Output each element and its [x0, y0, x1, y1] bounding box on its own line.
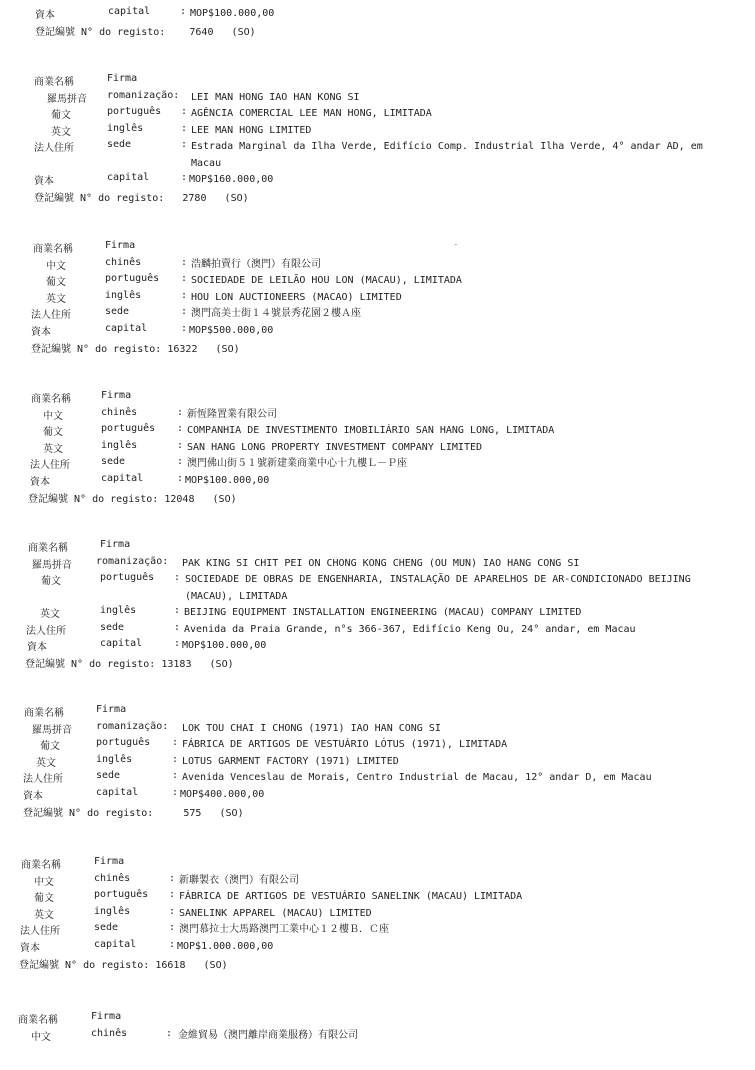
portugues-label-zh: 葡文: [51, 110, 71, 122]
colon: :: [181, 139, 188, 151]
capital-row: [24, 787, 755, 804]
registo-row: [21, 956, 755, 973]
capital-label-pt: capital: [101, 472, 144, 484]
colon: :: [181, 306, 188, 318]
chines-row: [33, 257, 755, 274]
sede-label-zh: 法人住所: [23, 774, 63, 786]
registo-label-zh: 登記編號: [25, 658, 65, 670]
capital-value: MOP$400.000,00: [180, 788, 265, 800]
colon: :: [169, 872, 176, 884]
romanizacao-label-pt: romanização:: [107, 89, 180, 101]
ingles-row: [33, 290, 755, 307]
sede-value: Avenida Venceslau de Morais, Centro Industrial de Macau, 12° andar D, em Macau: [182, 772, 652, 784]
sede-label-zh: 法人住所: [34, 143, 74, 155]
capital-row: [21, 939, 755, 956]
colon: :: [181, 256, 188, 268]
chines-label-zh: 中文: [34, 876, 54, 888]
portugues-value: SOCIEDADE DE OBRAS DE ENGENHARIA, INSTALAÇÃO DE APARELHOS DE AR-CONDICIONADO BEIJING (MACAU), LIMITADA: [185, 574, 691, 602]
registo-number: 2780: [182, 192, 207, 204]
ingles-value: HOU LON AUCTIONEERS (MACAO) LIMITED: [191, 291, 402, 303]
firma-label-zh: 商業名稱: [18, 1015, 58, 1026]
ingles-value: LEE MAN HONG LIMITED: [191, 124, 312, 136]
firma-row: [28, 539, 755, 556]
chines-label-pt: chinês: [94, 872, 131, 884]
firma-label-pt: Firma: [101, 390, 132, 401]
so-label: (SO): [212, 493, 237, 505]
portugues-value: FÁBRICA DE ARTIGOS DE VESTUÁRIO LÓTUS (1971), LIMITADA: [182, 739, 508, 751]
firma-label-pt: Firma: [91, 1011, 122, 1022]
portugues-value: AGÊNCIA COMERCIAL LEE MAN HONG, LIMITADA: [191, 108, 432, 120]
portugues-label-zh: 葡文: [34, 893, 54, 905]
colon: :: [181, 322, 188, 334]
registo-row: [24, 804, 755, 821]
registo-number: 16322: [167, 343, 198, 355]
capital-label-zh: 資本: [34, 176, 54, 188]
so-label: (SO): [219, 807, 244, 819]
ingles-row: [28, 605, 755, 622]
sede-label-pt: sede: [107, 139, 132, 151]
company-entry: [18, 1011, 755, 1044]
registo-label-pt: N° do registo:: [80, 192, 165, 204]
sede-value: 澳門佛山街５１號新建業商業中心十九樓Ｌ－Ｐ座: [187, 458, 407, 470]
romanizacao-label-zh: 羅馬拼音: [47, 93, 87, 105]
so-label: (SO): [231, 26, 256, 38]
capital-label-pt: capital: [96, 786, 139, 798]
firma-row: [34, 73, 755, 90]
colon: :: [181, 172, 188, 184]
capital-row: [34, 172, 755, 189]
portugues-label-pt: português: [96, 737, 151, 749]
company-entry: [24, 704, 755, 820]
registo-row: [35, 23, 755, 40]
registo-label-pt: N° do registo:: [71, 658, 156, 670]
firma-row: [33, 240, 755, 257]
colon: :: [174, 638, 181, 650]
romanizacao-value: LOK TOU CHAI I CHONG (1971) IAO HAN CONG SI: [182, 722, 441, 734]
colon: :: [174, 605, 181, 617]
colon: :: [169, 889, 176, 901]
chines-label-zh: 中文: [31, 1031, 51, 1043]
registo-label-pt: N° do registo:: [74, 493, 159, 505]
firma-label-zh: 商業名稱: [24, 708, 64, 719]
registo-label-pt: N° do registo:: [65, 959, 150, 971]
registo-label-pt: N° do registo:: [81, 26, 166, 38]
firma-row: [24, 704, 755, 721]
ingles-value: SANELINK APPAREL (MACAU) LIMITED: [179, 907, 372, 919]
colon: :: [181, 289, 188, 301]
chines-row: [31, 407, 755, 424]
sede-label-pt: sede: [105, 306, 130, 318]
romanizacao-row: [28, 556, 755, 573]
sede-row: [33, 306, 755, 323]
sede-row: [34, 139, 755, 172]
romanizacao-label-pt: romanização:: [96, 555, 169, 567]
chines-label-zh: 中文: [43, 410, 63, 422]
capital-value: MOP$500.000,00: [189, 324, 274, 336]
colon: :: [166, 1027, 173, 1039]
company-entry: [28, 390, 755, 506]
portugues-label-pt: português: [107, 106, 162, 118]
company-entry: [33, 240, 755, 356]
registo-row: [25, 655, 755, 672]
portugues-value: FÁBRICA DE ARTIGOS DE VESTUÁRIO SANELINK (MACAU) LIMITADA: [179, 891, 523, 903]
sede-label-zh: 法人住所: [30, 460, 70, 472]
capital-value: MOP$1.000.000,00: [177, 940, 274, 952]
colon: :: [181, 122, 188, 134]
registo-number: 12048: [164, 493, 195, 505]
firma-row: [18, 1011, 755, 1028]
registo-row: [34, 189, 755, 206]
sede-row: [28, 622, 755, 639]
portugues-label-pt: português: [100, 572, 155, 584]
colon: :: [177, 406, 184, 418]
chines-label-pt: chinês: [101, 406, 138, 418]
capital-label-zh: 資本: [27, 642, 47, 654]
chines-value: 金維貿易（澳門離岸商業服務）有限公司: [178, 1029, 358, 1041]
colon: :: [180, 6, 187, 17]
chines-label-pt: chinês: [91, 1027, 128, 1039]
capital-label-zh: 資本: [30, 476, 50, 488]
firma-label-zh: 商業名稱: [21, 860, 61, 871]
capital-label-pt: capital: [100, 638, 143, 650]
romanizacao-row: [24, 721, 755, 738]
capital-label-pt: capital: [105, 322, 148, 334]
portugues-value: COMPANHIA DE INVESTIMENTO IMOBILIÁRIO SAN HANG LONG, LIMITADA: [187, 425, 555, 437]
registo-row: [33, 340, 755, 357]
capital-value: MOP$160.000,00: [189, 174, 274, 186]
capital-value: MOP$100.000,00: [190, 8, 275, 19]
portugues-row: [21, 889, 755, 906]
portugues-row: [31, 423, 755, 440]
portugues-label-zh: 葡文: [40, 741, 60, 753]
so-label: (SO): [215, 343, 240, 355]
scan-speck: [454, 244, 457, 245]
ingles-label-pt: inglês: [101, 439, 138, 451]
ingles-label-pt: inglês: [105, 289, 142, 301]
portugues-row: [28, 572, 755, 605]
sede-row: [24, 770, 755, 787]
capital-label-pt: capital: [94, 938, 137, 950]
sede-label-pt: sede: [100, 621, 125, 633]
registo-label-zh: 登記編號: [31, 343, 71, 355]
registo-number: 16618: [155, 959, 186, 971]
so-label: (SO): [203, 959, 228, 971]
colon: :: [172, 753, 179, 765]
colon: :: [177, 456, 184, 468]
registo-label-zh: 登記編號: [34, 192, 74, 204]
registo-number: 575: [183, 807, 202, 819]
sede-value: Estrada Marginal da Ilha Verde, Edifício Comp. Industrial Ilha Verde, 4° andar AD, em Macau: [191, 141, 703, 169]
capital-label-pt: capital: [108, 6, 151, 17]
colon: :: [177, 439, 184, 451]
portugues-label-zh: 葡文: [46, 277, 66, 289]
capital-value: MOP$100.000,00: [185, 474, 270, 486]
romanizacao-value: LEI MAN HONG IAO HAN KONG SI: [191, 91, 360, 103]
sede-label-pt: sede: [96, 770, 121, 782]
colon: :: [181, 273, 188, 285]
ingles-label-zh: 英文: [34, 909, 54, 921]
capital-row: [31, 473, 755, 490]
sede-value: 澳門高美士街１４號景秀花園２樓Ａ座: [191, 308, 361, 320]
ingles-label-zh: 英文: [40, 609, 60, 621]
capital-label-pt: capital: [107, 172, 150, 184]
sede-label-zh: 法人住所: [20, 926, 60, 938]
chines-label-zh: 中文: [46, 260, 66, 272]
firma-label-pt: Firma: [96, 704, 127, 715]
company-entry: [25, 539, 755, 672]
portugues-label-pt: português: [94, 889, 149, 901]
colon: :: [177, 472, 184, 484]
colon: :: [174, 572, 181, 584]
chines-label-pt: chinês: [105, 256, 142, 268]
capital-row: [33, 323, 755, 340]
chines-row: [18, 1028, 755, 1045]
chines-value: 新恆隆置業有限公司: [187, 408, 277, 420]
firma-label-pt: Firma: [100, 539, 131, 550]
ingles-label-pt: inglês: [96, 753, 133, 765]
capital-label-zh: 資本: [31, 326, 51, 338]
sede-row: [21, 922, 755, 939]
firma-label-zh: 商業名稱: [31, 394, 71, 405]
registo-row: [28, 490, 755, 507]
capital-row: [28, 638, 755, 655]
colon: :: [169, 938, 176, 950]
registo-label-zh: 登記編號: [28, 493, 68, 505]
sede-label-pt: sede: [101, 456, 126, 468]
chines-value: 浩麟拍賣行（澳門）有限公司: [191, 258, 321, 270]
firma-label-zh: 商業名稱: [28, 543, 68, 554]
ingles-row: [24, 754, 755, 771]
firma-row: [21, 856, 755, 873]
ingles-label-pt: inglês: [94, 905, 131, 917]
colon: :: [169, 905, 176, 917]
ingles-label-zh: 英文: [51, 126, 71, 138]
firma-row: [31, 390, 755, 407]
firma-label-zh: 商業名稱: [34, 77, 74, 88]
romanizacao-label-zh: 羅馬拼音: [32, 724, 72, 736]
sede-value: 澳門慕拉士大馬路澳門工業中心１２樓Ｂ．Ｃ座: [179, 924, 389, 936]
sede-label-pt: sede: [94, 922, 119, 934]
registo-label-pt: N° do registo:: [77, 343, 162, 355]
sede-value: Avenida da Praia Grande, n°s 366-367, Edifício Keng Ou, 24° andar, em Macau: [184, 623, 636, 635]
company-entry: [21, 856, 755, 972]
registo-label-zh: 登記編號: [23, 807, 63, 819]
romanizacao-label-zh: 羅馬拼音: [32, 559, 72, 571]
colon: :: [172, 786, 179, 798]
portugues-label-pt: português: [105, 273, 160, 285]
capital-label-zh: 資本: [23, 790, 43, 802]
colon: :: [172, 770, 179, 782]
romanizacao-row: [34, 90, 755, 107]
so-label: (SO): [224, 192, 249, 204]
chines-row: [21, 873, 755, 890]
firma-label-pt: Firma: [107, 73, 138, 84]
registo-number: 7640: [189, 26, 214, 38]
sede-label-zh: 法人住所: [31, 310, 71, 322]
portugues-label-zh: 葡文: [43, 427, 63, 439]
registo-label-zh: 登記編號: [19, 959, 59, 971]
ingles-label-zh: 英文: [46, 293, 66, 305]
romanizacao-label-pt: romanização:: [96, 720, 169, 732]
ingles-label-pt: inglês: [100, 605, 137, 617]
portugues-row: [34, 106, 755, 123]
capital-value: MOP$100.000,00: [182, 640, 267, 652]
ingles-label-pt: inglês: [107, 122, 144, 134]
registo-number: 13183: [161, 658, 192, 670]
colon: :: [177, 423, 184, 435]
capital-label-zh: 資本: [35, 10, 55, 21]
firma-label-pt: Firma: [105, 240, 136, 251]
so-label: (SO): [209, 658, 234, 670]
ingles-value: LOTUS GARMENT FACTORY (1971) LIMITED: [182, 755, 399, 767]
capital-label-zh: 資本: [20, 942, 40, 954]
portugues-row: [24, 737, 755, 754]
colon: :: [172, 737, 179, 749]
sede-label-zh: 法人住所: [26, 625, 66, 637]
chines-value: 新聯製衣（澳門）有限公司: [179, 874, 299, 886]
portugues-label-pt: português: [101, 423, 156, 435]
portugues-label-zh: 葡文: [41, 576, 61, 588]
ingles-value: BEIJING EQUIPMENT INSTALLATION ENGINEERING (MACAU) COMPANY LIMITED: [184, 607, 582, 619]
colon: :: [169, 922, 176, 934]
company-entry: [34, 73, 755, 206]
colon: :: [174, 621, 181, 633]
firma-label-pt: Firma: [94, 856, 125, 867]
portugues-value: SOCIEDADE DE LEILÃO HOU LON (MACAU), LIMITADA: [191, 275, 462, 287]
ingles-label-zh: 英文: [36, 757, 56, 769]
sede-row: [31, 456, 755, 473]
ingles-row: [31, 440, 755, 457]
ingles-label-zh: 英文: [43, 443, 63, 455]
ingles-row: [21, 906, 755, 923]
colon: :: [181, 106, 188, 118]
registo-label-zh: 登記編號: [35, 26, 75, 38]
portugues-row: [33, 273, 755, 290]
firma-label-zh: 商業名稱: [33, 244, 73, 255]
registo-label-pt: N° do registo:: [69, 807, 154, 819]
ingles-row: [34, 123, 755, 140]
capital-row: [35, 6, 755, 23]
company-entry: [35, 6, 755, 39]
ingles-value: SAN HANG LONG PROPERTY INVESTMENT COMPANY LIMITED: [187, 441, 483, 453]
romanizacao-value: PAK KING SI CHIT PEI ON CHONG KONG CHENG (OU MUN) IAO HANG CONG SI: [182, 557, 580, 569]
